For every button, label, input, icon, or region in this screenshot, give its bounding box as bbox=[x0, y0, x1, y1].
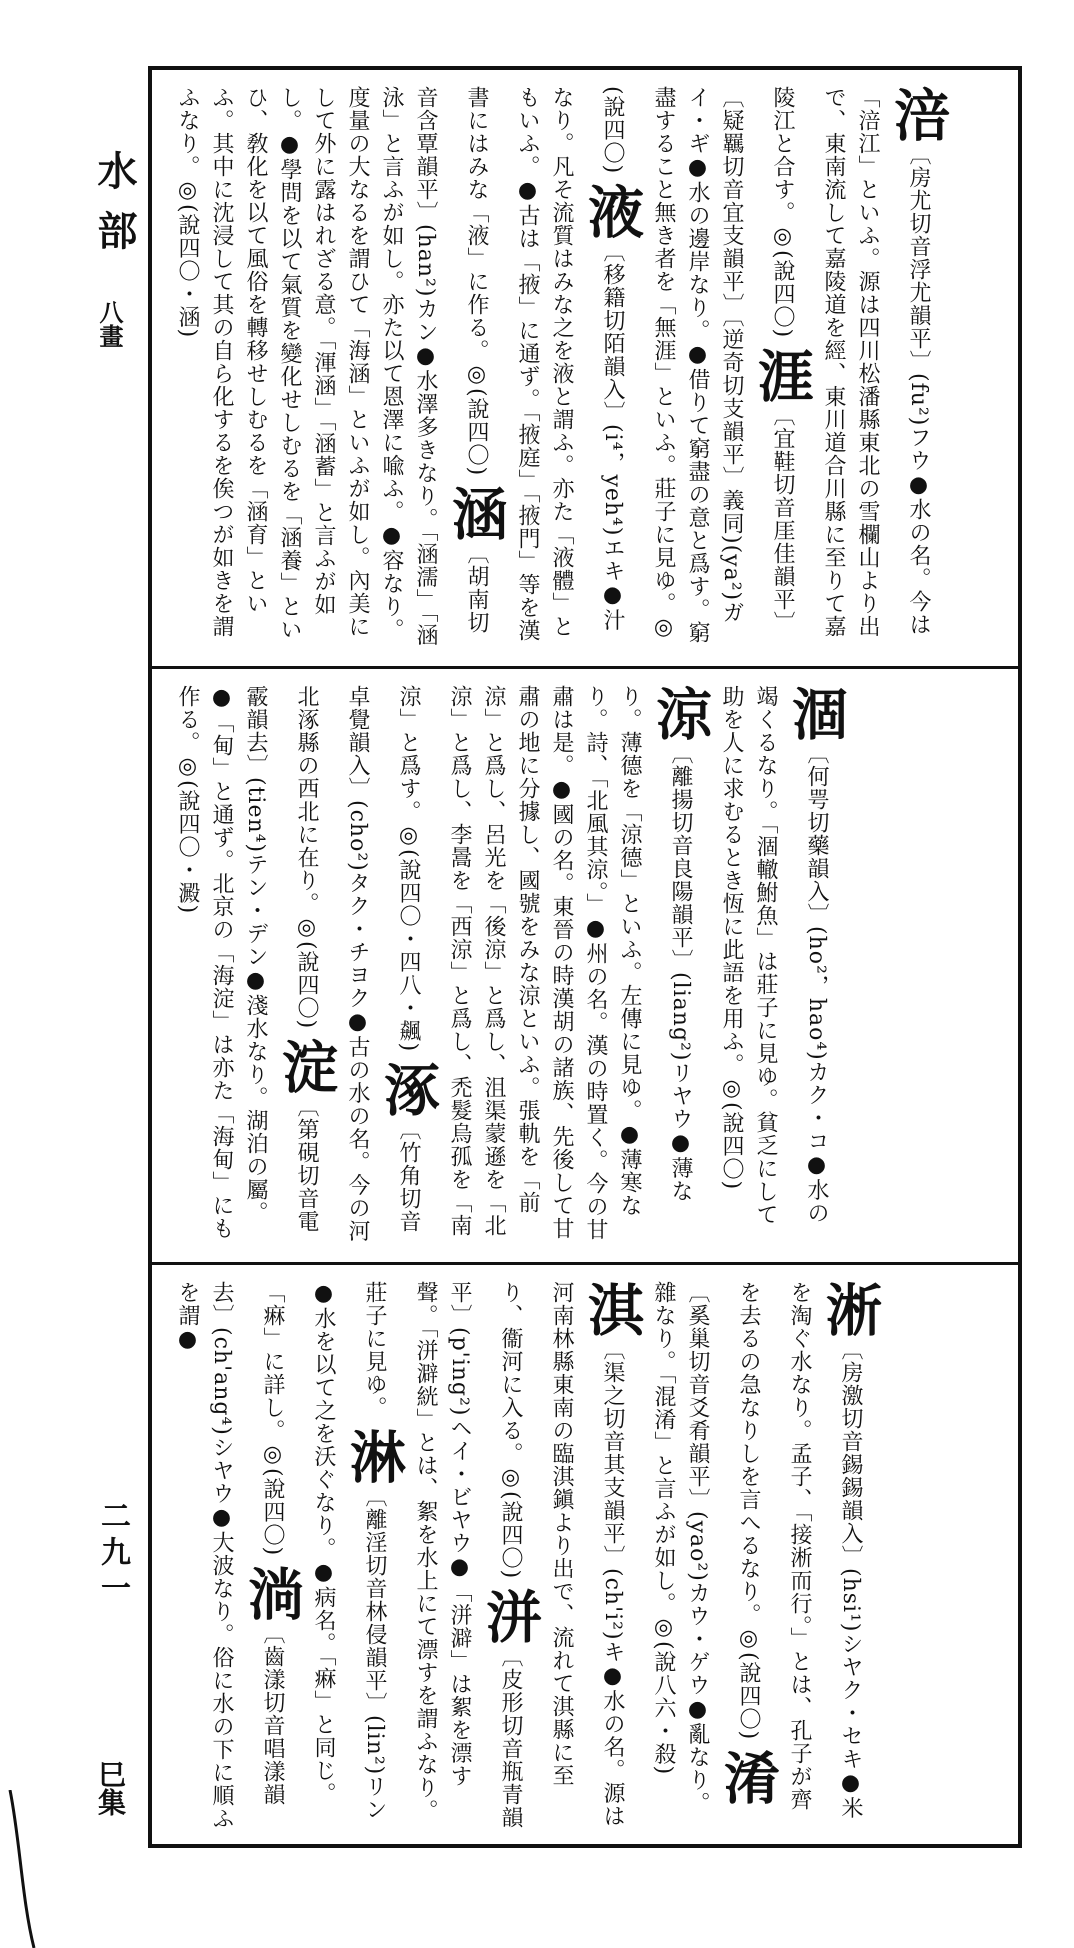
stroke-count-label: 八畫 bbox=[95, 300, 124, 348]
entry-body: 〔房激切音錫錫韻入〕(hsi¹)シヤク・セキ●米を淘ぐ水なり。孟子、「接淅而行。」とは、孔子が齊を去るの急なりしを言へるなり。◎(說四〇) bbox=[736, 1281, 863, 1820]
entry-headword: 淅 bbox=[817, 1281, 883, 1338]
dictionary-entry bbox=[717, 685, 849, 1226]
entry-headword: 淆 bbox=[715, 1748, 781, 1806]
entry-body: 〔房尤切音浮尤韻平〕(fu²)フウ●水の名。今は「涪江」といふ。源は四川松潘縣東北の雪欄山より出で、東南流して嘉陵道を經、東川道合川縣に至りて嘉陵江と合す。◎(說四〇) bbox=[770, 86, 931, 638]
entry-body: 〔胡南切音含覃韻平〕(han²)カン●水澤多きなり。「涵濡」「涵泳」と言ふが如し。亦た以て恩澤に喩ふ。●容なり。度量の大なるを謂ひて「海涵」といふが如し。內美にして外に露はれざる意。「渾涵」「涵蓄」と言ふが如し。●學問を以て氣質を變化せしむるを「涵養」といひ、敎化を以て風俗を轉移せしむるを「涵育」といふ。其中に沈浸して其の自ら化するを俟つが如きを謂ふなり。◎(說四〇・涵) bbox=[175, 86, 489, 647]
dictionary-page-frame bbox=[148, 66, 1022, 1848]
entry-body: 〔竹角切音卓覺韻入〕(cho²)タク・チヨク●古の水の名。今の河北涿縣の西北に在り。◎(說四〇) bbox=[294, 685, 421, 1243]
entry-body: 〔第硯切音電霰韻去〕(tien⁴)テン・デン●淺水なり。湖泊の屬。●「甸」と通ず。北京の「海淀」は亦た「海甸」にも作る。◎(說四〇・澱) bbox=[175, 685, 319, 1240]
entry-body: 〔移籍切陌韻入〕(i⁴，yeh⁴)エキ●汁なり。凡そ流質はみな之を液と謂ふ。亦た「液體」ともいふ。●古は「掖」に通ず。「掖庭」「掖門」等を漢書にはみな「液」に作る。◎(說四〇) bbox=[464, 86, 625, 642]
entry-headword: 淇 bbox=[579, 1281, 645, 1338]
entry-headword: 淀 bbox=[273, 1037, 339, 1095]
dictionary-entry bbox=[394, 685, 713, 1241]
entry-body: 〔離淫切音林侵韻平〕(lin²)リン●水を以て之を沃ぐなり。●病名。「痳」と同じ。「痳」に詳し。◎(說四〇) bbox=[260, 1281, 387, 1821]
entry-column-flow bbox=[170, 685, 850, 1246]
radical-label: 水部 bbox=[91, 150, 138, 270]
entry-headword: 涿 bbox=[375, 1060, 441, 1118]
entry-headword: 涯 bbox=[749, 346, 815, 404]
page-number: 二九一 bbox=[95, 1500, 130, 1608]
entry-headword: 液 bbox=[579, 182, 645, 240]
entry-body: 〔齒漾切音唱漾韻去〕(ch'ang⁴)シヤウ●大波なり。俗に水の下に順ふを謂● bbox=[175, 1281, 285, 1830]
dictionary-entry bbox=[598, 86, 815, 644]
page-binding-curve bbox=[0, 1790, 40, 1948]
entry-band-top bbox=[152, 70, 1018, 666]
entry-body: 〔渠之切音其支韻平〕(ch'i²)キ●水の名。源は河南林縣東南の臨淇鎭より出で、流れて淇縣に至り、衞河に入る。◎(說四〇) bbox=[498, 1281, 625, 1828]
entry-headword: 涪 bbox=[885, 86, 951, 143]
entry-headword: 淋 bbox=[341, 1427, 407, 1485]
entry-headword: 涼 bbox=[647, 685, 713, 742]
entry-column-flow bbox=[170, 1281, 884, 1832]
entry-body: 〔宜鞋切音厓佳韻平〕〔疑羈切音宜支韻平〕〔逆奇切支韻平〕義同)(ya²)ガイ・ギ●水の邊岸なり。●借りて窮盡の意と爲す。窮盡すること無き者を「無涯」といふ。莊子に見ゆ。◎(說四〇) bbox=[600, 86, 795, 644]
entry-headword: 洴 bbox=[477, 1587, 543, 1645]
entry-body: 〔皮形切音瓶青韻平〕(p'ing²)ヘイ・ビヤウ●「洴澼」は絮を漂す聲。「洴澼絖」とは、絮を水上にて漂すを謂ふなり。莊子に見ゆ。 bbox=[362, 1281, 523, 1829]
entry-headword: 淌 bbox=[239, 1564, 305, 1622]
entry-headword: 涵 bbox=[443, 484, 509, 542]
entry-column-flow bbox=[170, 86, 952, 650]
entry-band-middle bbox=[152, 666, 1018, 1262]
entry-band-bottom bbox=[152, 1262, 1018, 1848]
entry-body: 〔何咢切藥韻入〕(ho²，hao⁴)カク・コ●水の竭くるなり。「涸轍鮒魚」は莊子に見ゆ。貧乏にして助を人に求むるとき恆に此語を用ふ。◎(說四〇) bbox=[719, 685, 829, 1226]
dictionary-entry bbox=[173, 86, 509, 647]
entry-body: 〔離揚切音良陽韻平〕(liang²)リヤウ●薄なり。薄德を「涼德」といふ。左傳に見ゆ。●薄寒なり。詩、「北風其涼。」●州の名。漢の時置く。今の甘肅は是。●國の名。東晉の時漢胡の諸族、先後して甘肅の地に分據し、國號をみな涼といふ。張軌を「前涼」と爲し、呂光を「後涼」と爲し、沮渠蒙遜を「北涼」と爲し、李暠を「西涼」と爲し、禿髮烏孤を「南涼」と爲す。◎(說四〇・四八・飆) bbox=[396, 685, 693, 1241]
volume-label: 巳集 bbox=[94, 1760, 127, 1816]
dictionary-entry bbox=[734, 1281, 883, 1820]
entry-headword: 涸 bbox=[783, 685, 849, 742]
entry-body: 〔奚巢切音爻肴韻平〕(yao²)カウ・ゲウ●亂なり。雜なり。「混淆」と言ふが如し。◎(說八六・殺) bbox=[651, 1281, 710, 1815]
